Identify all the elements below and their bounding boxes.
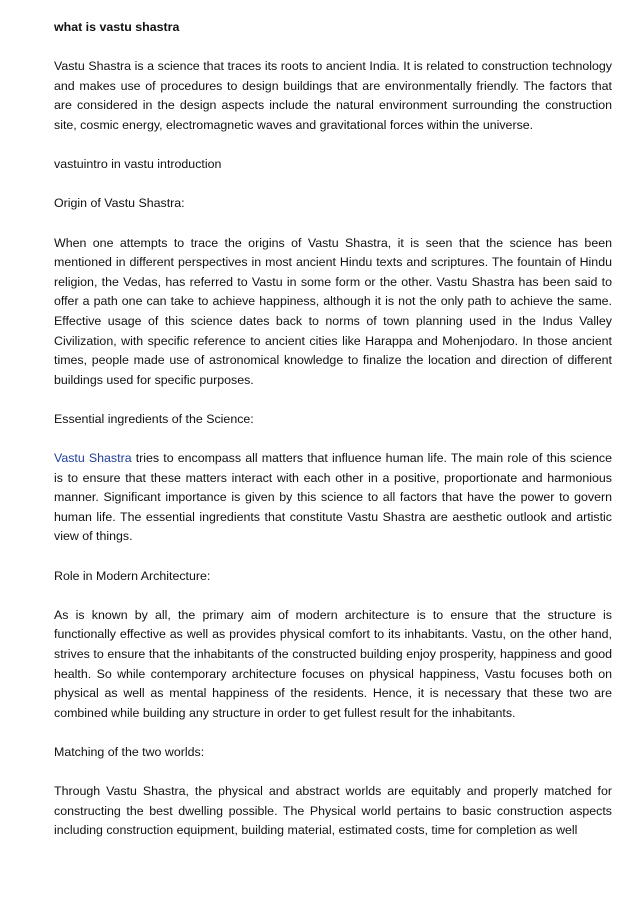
role-heading: Role in Modern Architecture: — [54, 568, 211, 583]
ingredients-paragraph — [54, 449, 612, 547]
vastu-shastra-link[interactable]: Vastu Shastra — [54, 451, 132, 466]
origin-heading: Origin of Vastu Shastra: — [54, 196, 185, 211]
matching-heading: Matching of the two worlds: — [54, 744, 205, 759]
matching-paragraph: Through Vastu Shastra, the physical and abstract worlds are equitably and properly matched for constructing the best dwelling possible. The Physical world pertains to basic construction aspects including construction equipment, building material, estimated costs, time for completion as well — [54, 784, 612, 838]
ingredients-heading: Essential ingredients of the Science: — [54, 411, 254, 426]
role-paragraph: As is known by all, the primary aim of modern architecture is to ensure that the structure is functionally effective as well as provides physical comfort to its inhabitants. Vastu, on the other hand, strives to ensure that the inhabitants of the constructed building enjoy prosperity, happiness and good health. So while contemporary architecture focuses on physical happiness, Vastu focuses both on physical as well as mental happiness of the residents. Hence, it is necessary that these two are combined while building any structure in order to get fullest result for the inhabitants. — [54, 607, 612, 720]
ingredients-paragraph-text: tries to encompass all matters that influence human life. The main role of this science is to ensure that these matters interact with each other in a positive, proportionate and harmonious manner. Significant importance is given by this science to all factors that have the power to govern human life. The essential ingredients that constitute Vastu Shastra are aesthetic outlook and artistic view of things. — [54, 451, 612, 544]
vastuintro-line: vastuintro in vastu introduction — [54, 157, 222, 172]
document-title: what is vastu shastra — [54, 20, 180, 34]
document-page — [54, 18, 612, 861]
intro-paragraph: Vastu Shastra is a science that traces its roots to ancient India. It is related to construction technology and makes use of procedures to design buildings that are environmentally friendly. The factors that are considered in the design aspects include the natural environment surrounding the construction site, cosmic energy, electromagnetic waves and gravitational forces within the universe. — [54, 59, 612, 132]
origin-paragraph: When one attempts to trace the origins of Vastu Shastra, it is seen that the science has been mentioned in different perspectives in most ancient Hindu texts and scriptures. The fountain of Hindu religion, the Vedas, has referred to Vastu in some form or the other. Vastu Shastra has been said to offer a path one can take to achieve happiness, although it is not the only path to achieve the same. Effective usage of this science dates back to norms of town planning used in the Indus Valley Civilization, with specific reference to ancient cities like Harappa and Mohenjodaro. In those ancient times, people made use of astronomical knowledge to finalize the location and direction of different buildings used for specific purposes. — [54, 235, 612, 387]
